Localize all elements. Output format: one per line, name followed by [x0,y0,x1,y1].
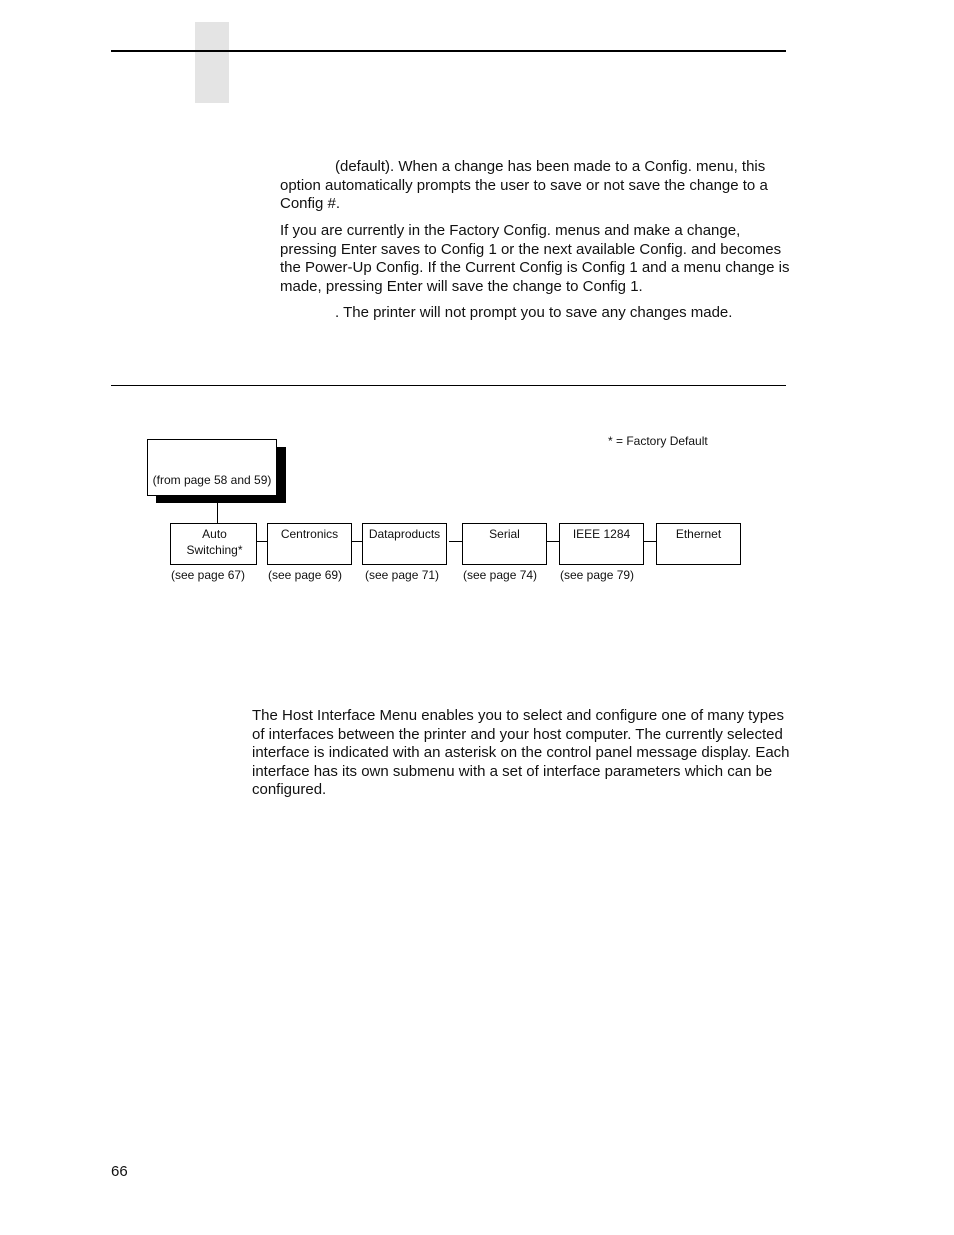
menu-item-centronics [267,523,352,565]
parent-menu-box [147,439,277,496]
menu-item-ieee-1284 [559,523,644,565]
factory-default-note: * = Factory Default [608,434,708,448]
intro-paragraph-1: (default). When a change has been made to a Config. menu, this option automatically prompts the user to save or not save the change to a Config #. [280,158,768,213]
diagram-connector [352,541,362,542]
body-paragraph: The Host Interface Menu enables you to select and configure one of many types of interfaces between the printer and your host computer. The currently selected interface is indicated with an asterisk on the control panel message display. Each interface has its own submenu with a set of interface parameters which can be configured. [252,707,790,799]
menu-item-label: Centronics [280,527,339,541]
header-rule [111,50,786,52]
diagram-connector [644,541,656,542]
menu-item-label: IEEE 1284 [572,527,631,541]
intro-paragraph-3: . The printer will not prompt you to save any changes made. [335,304,733,321]
parent-menu-label: (from page 58 and 59) [152,473,272,487]
menu-item-label: Serial [489,527,520,541]
menu-item-dataproducts [362,523,447,565]
chapter-tab [195,22,229,103]
section-rule [111,385,786,386]
intro-paragraph-2: If you are currently in the Factory Config. menus and make a change, pressing Enter saves to Config 1 or the next available Config. and becomes the Power-Up Config. If the Current Config is Config 1 and a menu change is made, pressing Enter will save the change to Config 1. [280,222,790,295]
see-page-reference: (see page 69) [268,568,343,582]
menu-item-ethernet [656,523,741,565]
menu-item-serial [462,523,547,565]
see-page-reference: (see page 67) [171,568,246,582]
see-page-reference: (see page 79) [560,568,635,582]
menu-item-label: Auto Switching* [186,527,243,557]
menu-item-label: Dataproducts [368,527,441,541]
see-page-reference: (see page 71) [365,568,440,582]
menu-item-label: Ethernet [675,527,722,541]
page-number: 66 [111,1163,128,1180]
diagram-connector [547,541,559,542]
see-page-reference: (see page 74) [463,568,538,582]
menu-item-auto-switching [170,523,257,565]
diagram-connector-vertical [217,503,218,524]
diagram-connector [449,541,462,542]
